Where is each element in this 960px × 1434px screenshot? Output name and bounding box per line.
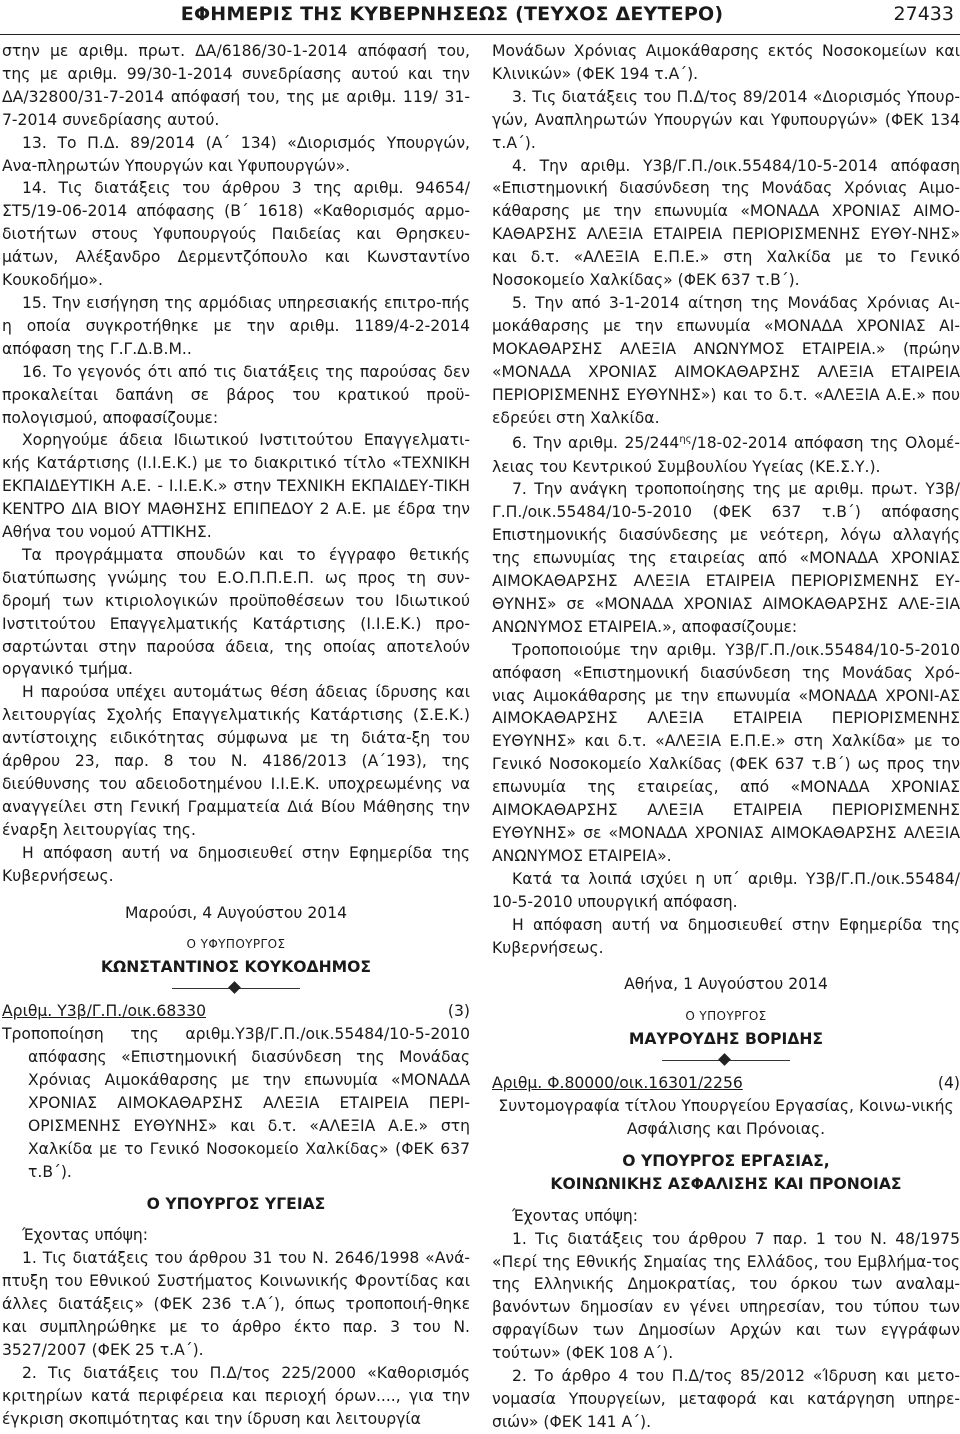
minister-heading: Ο ΥΠΟΥΡΓΟΣ ΥΓΕΙΑΣ <box>146 1194 326 1213</box>
paragraph: 3. Τις διατάξεις του Π.Δ/τος 89/2014 «Διορισμός Υπουρ-γών, Αναπληρωτών Υπουργών και Υφυπουργών» (ΦΕΚ 134 τ.Α΄). <box>492 87 960 152</box>
right-column <box>492 40 960 1434</box>
paragraph: Η απόφαση αυτή να δημοσιευθεί στην Εφημερίδα της Κυβερνήσεως. <box>492 915 960 957</box>
paragraph: Η απόφαση αυτή να δημοσιευθεί στην Εφημερίδα της Κυβερνήσεως. <box>2 843 470 885</box>
paragraph: 15. Την εισήγηση της αρμόδιας υπηρεσιακής επιτρο-πής η οποία συγκροτήθηκε με την αριθμ. 1189/4-2-2014 απόφαση της Γ.Γ.Δ.Β.Μ.. <box>2 293 470 358</box>
paragraph-part: 6. Την αριθμ. 25/244 <box>512 434 680 453</box>
signer-name: ΜΑΥΡΟΥΔΗΣ ΒΟΡΙΔΗΣ <box>628 1030 824 1049</box>
paragraph: Κατά τα λοιπά ισχύει η υπ΄ αριθμ. Υ3β/Γ.Π./οικ.55484/ 10-5-2010 υπουργική απόφαση. <box>492 869 960 911</box>
minister-heading: ΚΟΙΝΩΝΙΚΗΣ ΑΣΦΑΛΙΣΗΣ ΚΑΙ ΠΡΟΝΟΙΑΣ <box>550 1174 902 1193</box>
minister-heading: Ο ΥΠΟΥΡΓΟΣ ΕΡΓΑΣΙΑΣ, <box>622 1151 830 1170</box>
separator-diamond <box>2 981 470 997</box>
paragraph: 1. Τις διατάξεις του άρθρου 31 του Ν. 2646/1998 «Ανά-πτυξη του Εθνικού Συστήματος Κοινωνικής Φροντίδας και άλλες διατάξεις» (ΦΕΚ 236 τ.Α΄), όπως τροποποιή-θηκε και συμπληρώθηκε με το άρθρο έκτο παρ. 3 του Ν. 3527/2007 (ΦΕΚ 25 τ.Α΄). <box>2 1249 470 1359</box>
paragraph: Η παρούσα υπέχει αυτομάτως θέση άδειας ίδρυσης και λειτουργίας Σχολής Επαγγελματικής Κατάρτισης (Σ.Ε.Κ.) αντίστοιχης ειδικότητας σύμφωνα με τη διάτα-ξη του άρθρου 23, παρ. 8 του Ν. 4186/2013 (Α΄193), της διεύθυνσης του αδειοδοτημένου Ι.Ι.Ε.Κ. υποχρεωμένης να αναγγείλει στη Γενική Γραμματεία Διά Βίου Μάθησης την έναρξη λειτουργίας της. <box>2 683 470 839</box>
paragraph-part: /18-02-2014 απόφαση της Ολομέ-λειας του Κεντρικού Συμβουλίου Υγείας (ΚΕ.Σ.Υ.). <box>492 434 960 476</box>
having-in-mind: Έχοντας υπόψη: <box>22 1226 149 1245</box>
page-number: 27433 <box>893 3 954 25</box>
having-in-mind: Έχοντας υπόψη: <box>512 1206 639 1225</box>
paragraph: 1. Τις διατάξεις του άρθρου 7 παρ. 1 του Ν. 48/1975 «Περί της Εθνικής Σημαίας της Ελλάδος, του Εμβλήμα-τος της Ελληνικής Δημοκρατίας, του όρκου των αναλαμ-βανόντων δημοσίαν εν γένει υπηρεσίαν, του τύπου των σφραγίδων των Δημοσίων Αρχών και των εγγράφων τούτων» (ΦΕΚ 108 Α΄). <box>492 1229 960 1363</box>
paragraph: 4. Την αριθμ. Υ3β/Γ.Π./οικ.55484/10-5-2014 απόφαση «Επιστημονική διασύνδεση της Μονάδας Χρόνιας Αιμο-κάθαρσης με την επωνυμία «ΜΟΝΑΔΑ ΧΡΟΝΙΑΣ ΑΙΜΟ-ΚΑΘΑΡΣΗΣ ΑΛΕΞΙΑ ΕΤΑΙΡΕΙΑ ΠΕΡΙΟΡΙΣΜΕΝΗΣ ΕΥΘΥ-ΝΗΣ» και δ.τ. «ΑΛΕΞΙΑ Ε.Π.Ε.» στη Χαλκίδα με το Γενικό Νοσοκομείο Χαλκίδας» (ΦΕΚ 637 τ.Β΄). <box>492 156 960 290</box>
paragraph: Μονάδων Χρόνιας Αιμοκάθαρσης εκτός Νοσοκομείων και Κλινικών» (ΦΕΚ 194 τ.Α΄). <box>492 42 960 83</box>
decision-title: Συντομογραφία τίτλου Υπουργείου Εργασίας, Κοινω-νικής Ασφάλισης και Πρόνοιας. <box>498 1097 954 1138</box>
reference-index: (3) <box>447 1002 470 1021</box>
signer-role: Ο ΥΠΟΥΡΓΟΣ <box>685 1009 767 1024</box>
signer-name: ΚΩΝΣΤΑΝΤΙΝΟΣ ΚΟΥΚΟΔΗΜΟΣ <box>100 958 372 977</box>
superscript: ης <box>679 434 692 446</box>
separator-diamond <box>492 1053 960 1069</box>
paragraph: 7. Την ανάγκη τροποποίησης της με αριθμ. πρωτ. Υ3β/Γ.Π./οικ.55484/10-5-2010 (ΦΕΚ 637 τ.Β΄) απόφασης Επιστημονικής διασύνδεσης με νεότερη, λόγω αλλαγής της επωνυμίας της εταιρείας από «ΜΟΝΑΔΑ ΧΡΟΝΙΑΣ ΑΙΜΟΚΑΘΑΡΣΗΣ ΑΛΕΞΙΑ ΕΤΑΙΡΕΙΑ ΠΕΡΙΟΡΙΣΜΕΝΗΣ ΕΥ-ΘΥΝΗΣ» σε «ΜΟΝΑΔΑ ΧΡΟΝΙΑΣ ΑΙΜΟΚΑΘΑΡΣΗΣ ΑΛΕ-ΞΙΑ ΑΝΩΝΥΜΟΣ ΕΤΑΙΡΕΙΑ.», αποφασίζουμε: <box>492 480 960 636</box>
paragraph: 5. Την από 3-1-2014 αίτηση της Μονάδας Χρόνιας Αι-μοκάθαρσης με την επωνυμία «ΜΟΝΑΔΑ ΧΡΟΝΙΑΣ ΑΙ-ΜΟΚΑΘΑΡΣΗΣ ΑΛΕΞΙΑ ΑΝΩΝΥΜΟΣ ΕΤΑΙΡΕΙΑ.» (πρώην «ΜΟΝΑΔΑ ΧΡΟΝΙΑΣ ΑΙΜΟΚΑΘΑΡΣΗΣ ΑΛΕΞΙΑ ΕΤΑΙΡΕΙΑ ΠΕΡΙΟΡΙΣΜΕΝΗΣ ΕΥΘΥΝΗΣ») και το δ.τ. «ΑΛΕΞΙΑ Α.Ε.» που εδρεύει στη Χαλκίδα. <box>492 293 960 427</box>
page-header <box>0 0 960 34</box>
reference-number: Αριθμ. Φ.80000/οικ.16301/2256 <box>492 1074 743 1093</box>
paragraph <box>492 429 960 478</box>
paragraph: 16. Το γεγονός ότι από τις διατάξεις της παρούσας δεν προκαλείται δαπάνη σε βάρος του κρατικού προϋ-πολογισμού, αποφασίζουμε: <box>2 362 470 427</box>
paragraph: Τροποποιούμε την αριθμ. Υ3β/Γ.Π./οικ.55484/10-5-2010 απόφαση «Επιστημονική διασύνδεση της Μονάδας Χρό-νιας Αιμοκάθαρσης με την επωνυμία «ΜΟΝΑΔΑ ΧΡΟΝΙ-ΑΣ ΑΙΜΟΚΑΘΑΡΣΗΣ ΑΛΕΞΙΑ ΕΤΑΙΡΕΙΑ ΠΕΡΙΟΡΙΣΜΕΝΗΣ ΕΥΘΥΝΗΣ» και δ.τ. «ΑΛΕΞΙΑ Ε.Π.Ε.» στη Χαλκίδα» με το Γενικό Νοσοκομείο Χαλκίδας (ΦΕΚ 637 τ.Β΄) ως προς την επωνυμία της εταιρείας, από «ΜΟΝΑΔΑ ΧΡΟΝΙΑΣ ΑΙΜΟΚΑΘΑΡΣΗΣ ΑΛΕΞΙΑ ΕΤΑΙΡΕΙΑ ΠΕΡΙΟΡΙΣΜΕΝΗΣ ΕΥΘΥΝΗΣ» σε «ΜΟΝΑΔΑ ΧΡΟΝΙΑΣ ΑΙΜΟΚΑΘΑΡΣΗΣ ΑΛΕΞΙΑ ΑΝΩΝΥΜΟΣ ΕΤΑΙΡΕΙΑ». <box>492 640 960 865</box>
paragraph: 2. Τις διατάξεις του Π.Δ/τος 225/2000 «Καθορισμός κριτηρίων κατά περιφέρεια και περιοχή όρων...., για την έγκριση σκοπιμότητας και την ίδρυση και λειτουργία <box>2 1363 470 1428</box>
place-date: Μαρούσι, 4 Αυγούστου 2014 <box>124 903 348 922</box>
paragraph: στην με αριθμ. πρωτ. ΔΑ/6186/30-1-2014 απόφασή του, της με αριθμ. 99/30-1-2014 συνεδρίασης αυτού και την ΔΑ/32800/31-7-2014 απόφασή του, της με αριθμ. 119/ 31-7-2014 συνεδρίασης αυτού. <box>2 42 470 129</box>
gazette-title: ΕΦΗΜΕΡΙΣ ΤΗΣ ΚΥΒΕΡΝΗΣΕΩΣ (ΤΕΥΧΟΣ ΔΕΥΤΕΡΟ) <box>180 3 724 25</box>
decision-reference <box>2 1000 470 1023</box>
decision-title: Τροποποίηση της αριθμ.Υ3β/Γ.Π./οικ.55484/10-5-2010 απόφασης «Επιστημονική διασύνδεση της Μονάδας Χρόνιας Αιμοκάθαρσης με την επωνυμία «ΜΟΝΑΔΑ ΧΡΟΝΙΑΣ ΑΙΜΟΚΑΘΑΡΣΗΣ ΑΛΕΞΙΑ ΕΤΑΙΡΕΙΑ ΠΕΡΙ-ΟΡΙΣΜΕΝΗΣ ΕΥΘΥΝΗΣ» και δ.τ. «ΑΛΕΞΙΑ Α.Ε.» στη Χαλκίδα με το Γενικό Νοσοκομείο Χαλκίδας» (ΦΕΚ 637 τ.Β΄). <box>2 1025 470 1181</box>
paragraph: 14. Τις διατάξεις του άρθρου 3 της αριθμ. 94654/ ΣΤ5/19-06-2014 απόφασης (Β΄ 1618) «Καθορισμός αρμο-διοτήτων στους Υφυπουργούς Παιδείας και Θρησκευ-μάτων, Αλέξανδρο Δερμεντζόπουλο και Κωνσταντίνο Κουκοδήμο». <box>2 179 470 290</box>
paragraph: 13. Το Π.Δ. 89/2014 (Α΄ 134) «Διορισμός Υπουργών, Ανα-πληρωτών Υπουργών και Υφυπουργών». <box>2 133 470 175</box>
paragraph: 2. Το άρθρο 4 του Π.Δ/τος 85/2012 «Ίδρυση και μετο-νομασία Υπουργείων, μεταφορά και κατάργηση υπηρε-σιών» (ΦΕΚ 141 Α΄). <box>492 1367 960 1431</box>
left-column <box>2 40 470 1431</box>
reference-number: Αριθμ. Υ3β/Γ.Π./οικ.68330 <box>2 1002 207 1021</box>
reference-index: (4) <box>937 1074 960 1093</box>
paragraph: Χορηγούμε άδεια Ιδιωτικού Ινστιτούτου Επαγγελματι-κής Κατάρτισης (Ι.Ι.Ε.Κ.) με το διακριτικό τίτλο «ΤΕΧΝΙΚΗ ΕΚΠΑΙΔΕΥΤΙΚΗ Α.Ε. - Ι.Ι.Ε.Κ.» στην ΤΕΧΝΙΚΗ ΕΚΠΑΙΔΕΥ-ΤΙΚΗ ΚΕΝΤΡΟ ΔΙΑ ΒΙΟΥ ΜΑΘΗΣΗΣ ΕΠΙΠΕΔΟΥ 2 Α.Ε. με έδρα την Αθήνα του νομού ΑΤΤΙΚΗΣ. <box>2 431 470 542</box>
decision-reference <box>492 1072 960 1095</box>
paragraph: Τα προγράμματα σπουδών και το έγγραφο θετικής διατύπωσης γνώμης του Ε.Ο.Π.Π.Ε.Π. ως προς τη συν-δρομή των κτιριολογικών προϋποθέσεων του Ιδιωτικού Ινστιτούτου Επαγγελματικής Κατάρτισης (Ι.Ι.Ε.Κ.) προ-σαρτώνται στην παρούσα άδεια, της οποίας αποτελούν οργανικό τμήμα. <box>2 545 470 679</box>
signer-role: Ο ΥΦΥΠΟΥΡΓΟΣ <box>186 937 286 952</box>
place-date: Αθήνα, 1 Αυγούστου 2014 <box>624 975 828 994</box>
header-rule <box>0 34 960 35</box>
